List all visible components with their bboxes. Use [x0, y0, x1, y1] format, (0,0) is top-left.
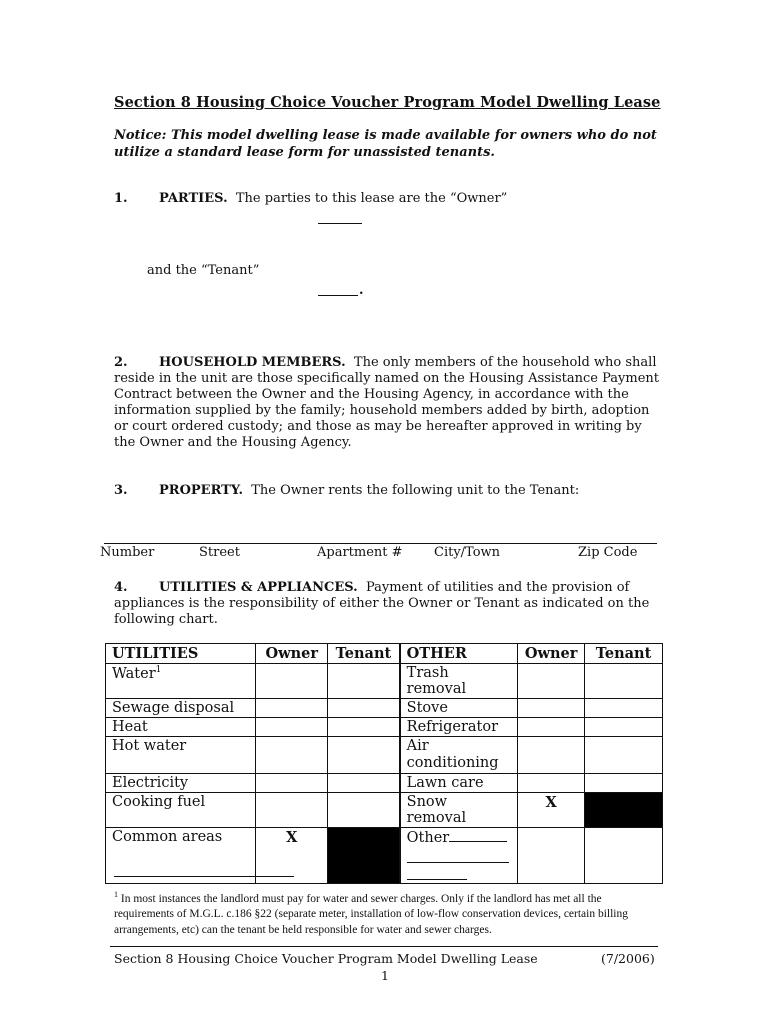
tenant-cell[interactable] — [328, 664, 400, 699]
table-row — [106, 664, 663, 699]
address-label-number: Number — [100, 545, 155, 560]
section-1-heading: PARTIES. — [159, 191, 228, 206]
section-4-number: 4. — [114, 580, 128, 595]
table-row — [106, 699, 663, 718]
other-cell: Refrigerator — [400, 718, 518, 737]
footer-rule — [110, 946, 658, 947]
header-owner: Owner — [256, 644, 328, 664]
owner-cell[interactable] — [256, 718, 328, 737]
utility-cell: Sewage disposal — [106, 699, 256, 718]
footnote-ref: 1 — [155, 665, 162, 675]
section-4-text: Payment of utilities and the provision of appliances is the responsibility of either the Owner or Tenant as indicated on the following chart. — [114, 580, 650, 627]
tenant-cell[interactable] — [585, 718, 663, 737]
footnote-number: 1 — [114, 890, 118, 899]
header-tenant: Tenant — [328, 644, 400, 664]
owner-cell[interactable] — [518, 774, 585, 793]
document-title: Section 8 Housing Choice Voucher Program Model Dwelling Lease — [114, 94, 661, 111]
table-row — [106, 737, 663, 774]
other-cell: Stove — [400, 699, 518, 718]
section-3-text: The Owner rents the following unit to the Tenant: — [251, 483, 580, 498]
tenant-cell[interactable] — [328, 699, 400, 718]
utility-water: Water — [112, 665, 156, 682]
section-4 — [114, 580, 654, 628]
other-label: Other — [406, 830, 450, 846]
header-other-tenant: Tenant — [585, 644, 663, 664]
footer-title: Section 8 Housing Choice Voucher Program Model Dwelling Lease — [114, 951, 538, 966]
tenant-cell[interactable] — [328, 737, 400, 774]
tenant-period: . — [359, 283, 364, 298]
address-label-apartment: Apartment # — [317, 545, 403, 560]
table-row — [106, 718, 663, 737]
blocked-cell — [585, 793, 663, 828]
owner-cell[interactable] — [256, 699, 328, 718]
table-row — [106, 793, 663, 828]
section-1-text: The parties to this lease are the “Owner” — [235, 191, 508, 206]
other-cell — [400, 828, 518, 884]
header-other: OTHER — [400, 644, 518, 664]
tenant-cell[interactable] — [585, 664, 663, 699]
utility-cell — [106, 664, 256, 699]
owner-cell[interactable] — [518, 699, 585, 718]
footnote — [114, 887, 654, 938]
other-cell: Lawn care — [400, 774, 518, 793]
tenant-cell[interactable] — [585, 828, 663, 884]
section-3-heading: PROPERTY. — [159, 483, 243, 498]
address-line — [104, 543, 657, 544]
footer-date: (7/2006) — [601, 951, 655, 966]
header-other-owner: Owner — [518, 644, 585, 664]
other-cell: Air conditioning — [400, 737, 518, 774]
section-2-heading: HOUSEHOLD MEMBERS. — [159, 355, 346, 370]
utility-cell: Heat — [106, 718, 256, 737]
utility-cell: Electricity — [106, 774, 256, 793]
tenant-cell[interactable] — [328, 793, 400, 828]
tenant-cell[interactable] — [585, 774, 663, 793]
owner-cell[interactable] — [518, 664, 585, 699]
owner-cell[interactable] — [256, 793, 328, 828]
section-1 — [114, 191, 507, 207]
notice-text: Notice: This model dwelling lease is made available for owners who do not utilize a standard lease form for unassisted tenants. — [114, 128, 657, 160]
tenant-cell[interactable] — [328, 718, 400, 737]
blocked-cell — [328, 828, 400, 884]
utility-cell: Cooking fuel — [106, 793, 256, 828]
owner-cell[interactable] — [518, 737, 585, 774]
footnote-text: In most instances the landlord must pay for water and sewer charges. Only if the landlord has met all the requirements of M.G.L. c.186 §22 (separate meter, installation of low-flow conservation devices, certain billing arrangements, etc) can the tenant be held responsible for water and sewer charges. — [114, 892, 629, 936]
utility-cell: Common areas — [106, 828, 256, 884]
utility-cell: Hot water — [106, 737, 256, 774]
section-4-heading: UTILITIES & APPLIANCES. — [159, 580, 358, 595]
tenant-cell[interactable] — [585, 699, 663, 718]
owner-cell[interactable] — [518, 828, 585, 884]
owner-cell[interactable] — [256, 664, 328, 699]
utilities-table — [105, 643, 663, 884]
tenant-cell[interactable] — [328, 774, 400, 793]
section-2 — [114, 355, 659, 451]
owner-cell[interactable] — [518, 718, 585, 737]
other-cell: Snow removal — [400, 793, 518, 828]
section-2-text: The only members of the household who shall reside in the unit are those specifically named on the Housing Assistance Payment Contract between the Owner and the Housing Agency, in accordance with the information supplied by the family; household members added by birth, adoption or court ordered custody; and those as may be hereafter approved in writing by the Owner and the Housing Agency. — [114, 355, 659, 450]
address-label-city: City/Town — [434, 545, 501, 560]
owner-mark: X — [256, 828, 328, 884]
owner-cell[interactable] — [256, 774, 328, 793]
section-3-number: 3. — [114, 483, 128, 498]
section-2-number: 2. — [114, 355, 128, 370]
address-label-zip: Zip Code — [578, 545, 638, 560]
other-blank-1[interactable] — [449, 829, 507, 842]
footnote-rule — [114, 876, 294, 877]
other-cell: Trash removal — [400, 664, 518, 699]
section-3 — [114, 483, 579, 499]
tenant-label: and the “Tenant” — [147, 263, 260, 278]
owner-mark: X — [518, 793, 585, 828]
tenant-cell[interactable] — [585, 737, 663, 774]
tenant-blank-line — [318, 295, 358, 296]
owner-cell[interactable] — [256, 737, 328, 774]
other-blank-3[interactable] — [407, 863, 467, 880]
address-label-street: Street — [199, 545, 240, 560]
table-header-row — [106, 644, 663, 664]
other-blank-2[interactable] — [407, 846, 509, 863]
table-row — [106, 774, 663, 793]
header-utilities: UTILITIES — [106, 644, 256, 664]
section-1-number: 1. — [114, 191, 128, 206]
page-number: 1 — [381, 968, 389, 983]
owner-blank-line — [318, 223, 362, 224]
